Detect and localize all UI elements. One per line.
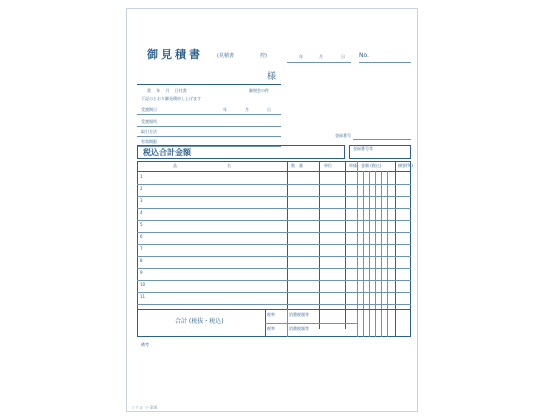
recipient-underline[interactable] <box>137 84 281 85</box>
row-line-11 <box>137 304 411 305</box>
copy-suffix: 控) <box>260 53 267 59</box>
row-line-9 <box>137 280 411 281</box>
number-label: No. <box>359 52 369 59</box>
tax-amount-label-2: 消費税額等 <box>289 326 309 331</box>
row-number: 10 <box>140 282 146 287</box>
col-divider-amount-start <box>357 161 358 337</box>
form-title: 御見積書 <box>147 48 203 61</box>
copy-label: (見積書 <box>217 53 234 59</box>
deadline-underline[interactable] <box>137 114 281 115</box>
date-year: 年 <box>299 54 303 59</box>
subtotal-divider <box>137 309 411 310</box>
row-number: 11 <box>140 294 146 299</box>
total-amount-label: 税込合計金額 <box>143 148 191 157</box>
date-month: 月 <box>319 54 323 59</box>
place-underline[interactable] <box>137 126 281 127</box>
deadline-day: 日 <box>267 107 271 112</box>
header-name: 品 <box>173 163 177 168</box>
row-number: 1 <box>140 174 143 179</box>
row-line-6 <box>137 244 411 245</box>
col-divider-note <box>395 161 396 337</box>
validity-label: 有効期限 <box>141 139 157 144</box>
header-note: 摘要(%) <box>398 163 413 168</box>
period-label: 貴 年 月 日付貴 <box>147 88 187 93</box>
tax-row-divider <box>265 323 357 324</box>
recipient-honorific: 様 <box>267 72 277 82</box>
row-number: 3 <box>140 198 143 203</box>
subtotal-label: 合計 (税抜・税込) <box>175 318 224 325</box>
place-label: 受渡場所 <box>141 119 157 124</box>
row-line-2 <box>137 196 411 197</box>
tax-rate-label-2: 税率 <box>267 326 275 331</box>
registration-box-label: 登録番号等 <box>353 146 373 151</box>
row-number: 4 <box>140 210 143 215</box>
product-code: コクヨ ウ-306 <box>131 405 158 410</box>
row-line-4 <box>137 220 411 221</box>
row-number: 9 <box>140 270 143 275</box>
row-number: 7 <box>140 246 143 251</box>
remarks-label: 備考 <box>141 342 149 347</box>
row-line-8 <box>137 268 411 269</box>
header-unit: 単位 <box>324 163 332 168</box>
tax-rate-label-1: 税率 <box>267 312 275 317</box>
deadline-label: 受渡期日 <box>141 107 157 112</box>
row-number: 2 <box>140 186 143 191</box>
header-spec: 名 <box>227 163 231 168</box>
row-line-1 <box>137 184 411 185</box>
intro-text: 下記のとおり御見積申し上げます <box>141 96 201 101</box>
terms-label: 取引方法 <box>141 129 157 134</box>
row-number: 6 <box>140 234 143 239</box>
header-price: 単価 <box>349 163 357 168</box>
row-number: 5 <box>140 222 143 227</box>
terms-underline[interactable] <box>137 136 281 137</box>
registration-label: 登録番号 <box>335 133 351 138</box>
row-line-5 <box>137 232 411 233</box>
row-number: 8 <box>140 258 143 263</box>
tax-amount-label-1: 消費税額等 <box>289 312 309 317</box>
row-line-3 <box>137 208 411 209</box>
header-amount: 金額 (税込) <box>361 163 382 168</box>
deadline-month: 月 <box>245 107 249 112</box>
row-line-10 <box>137 292 411 293</box>
registration-underline[interactable] <box>353 139 411 140</box>
date-day: 日 <box>341 54 345 59</box>
deadline-year: 年 <box>223 107 227 112</box>
date-underline <box>287 62 351 63</box>
estimate-form-sheet <box>126 8 418 412</box>
inquiry-label: 御照会の件 <box>249 88 269 93</box>
row-line-7 <box>137 256 411 257</box>
header-qty: 数 量 <box>291 163 303 168</box>
number-underline <box>359 62 411 63</box>
